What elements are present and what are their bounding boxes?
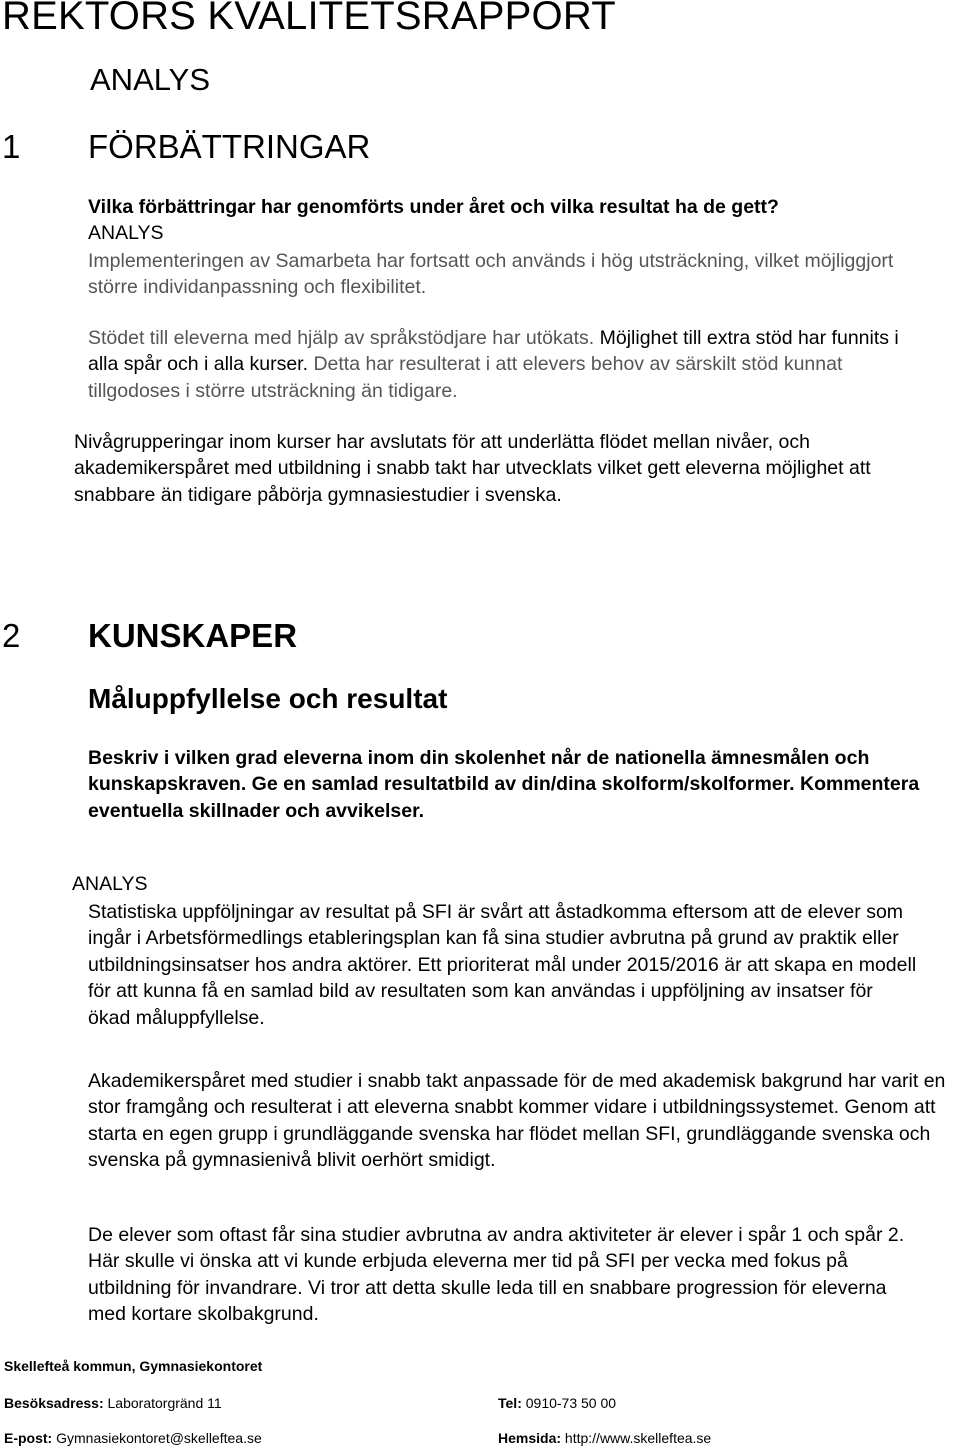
section-2-paragraph-2: Akademikerspåret med studier i snabb takt anpassade för de med akademisk bakgrund har varit en stor framgång och resulterat i att eleverna snabbt kommer vidare i utbildningssystemet. Genom att starta en egen grupp i grundläggande svenska har flödet mellan SFI, grundläggande svenska och svenska på gymnasienivå blivit oerhört smidigt. (88, 1070, 946, 1172)
section-2-paragraph-1: Statistiska uppföljningar av resultat på SFI är svårt att åstadkomma eftersom att de elever som ingår i Arbetsförmedlings etableringsplan kan få sina studier avbrutna på grund av praktik eller utbildningsinsatser hos andra aktörer. Ett prioriterat mål under 2015/2016 är att skapa en modell för att kunna få en samlad bild av resultaten som kan användas i uppföljning av insatser för ökad måluppfyllelse. (88, 901, 917, 1029)
section-1-paragraph-3: Nivågrupperingar inom kurser har avslutats för att underlätta flödet mellan nivåer, och akademikerspåret med utbildning i snabb takt har utvecklats vilket gett eleverna möjlighet att snabbare än tidigare påbörja gymnasiestudier i svenska. (74, 431, 871, 506)
footer-tel-label: Tel: (498, 1395, 522, 1411)
section-2-subheading: Måluppfyllelse och resultat (88, 683, 448, 714)
section-2-heading: KUNSKAPER (88, 617, 298, 654)
footer-visit-value: Laboratorgränd 11 (103, 1395, 222, 1411)
footer-tel-value: 0910-73 50 00 (521, 1395, 617, 1411)
section-1-paragraph-1: Implementeringen av Samarbeta har fortsatt och används i hög utsträckning, vilket möjliggjort större individanpassning och flexibilitet. (88, 250, 894, 299)
footer-email-value: Gymnasiekontoret@skelleftea.se (52, 1430, 262, 1446)
footer-website (498, 1430, 711, 1446)
footer-organization: Skellefteå kommun, Gymnasiekontoret (4, 1358, 263, 1374)
section-2-analys-label: ANALYS (72, 873, 148, 895)
section-1-number: 1 (2, 128, 21, 165)
section-2-number: 2 (2, 617, 21, 654)
footer-web-label: Hemsida: (498, 1430, 562, 1446)
footer-telephone (498, 1395, 616, 1411)
footer-visit-label: Besöksadress: (4, 1395, 104, 1411)
paragraph-2-part-2: Möjlighet till extra stöd har funnits i alla spår och i alla kurser. (88, 327, 899, 376)
paragraph-2-part-3: Detta har resulterat i att elevers behov av särskilt stöd kunnat tillgodoses i större utsträckning än tidigare. (88, 353, 843, 402)
analys-heading: ANALYS (90, 62, 211, 97)
section-1-question: Vilka förbättringar har genomförts under året och vilka resultat ha de gett? (88, 196, 779, 218)
section-2-paragraph-3: De elever som oftast får sina studier avbrutna av andra aktiviteter är elever i spår 1 och spår 2. Här skulle vi önska att vi kunde erbjuda eleverna mer tid på SFI per vecka med fokus på utbildning för invandrare. Vi tror att detta skulle leda till en snabbare progression för eleverna med kortare skolbakgrund. (88, 1224, 905, 1326)
footer-email (4, 1430, 262, 1446)
footer-web-value: http://www.skelleftea.se (561, 1430, 712, 1446)
paragraph-2-part-1: Stödet till eleverna med hjälp av språkstödjare har utökats. (88, 327, 595, 349)
footer-visit-address (4, 1395, 222, 1411)
section-1-analys-label: ANALYS (88, 222, 164, 244)
section-2-instruction: Beskriv i vilken grad eleverna inom din skolenhet når de nationella ämnesmålen och kunskapskraven. Ge en samlad resultatbild av din/dina skolform/skolformer. Kommentera eventuella skillnader och avvikelser. (88, 747, 920, 822)
section-1-heading: FÖRBÄTTRINGAR (88, 128, 371, 165)
document-title: REKTORS KVALITETSRAPPORT (2, 0, 616, 38)
section-1-paragraph-2 (88, 325, 918, 404)
footer-email-label: E-post: (4, 1430, 53, 1446)
